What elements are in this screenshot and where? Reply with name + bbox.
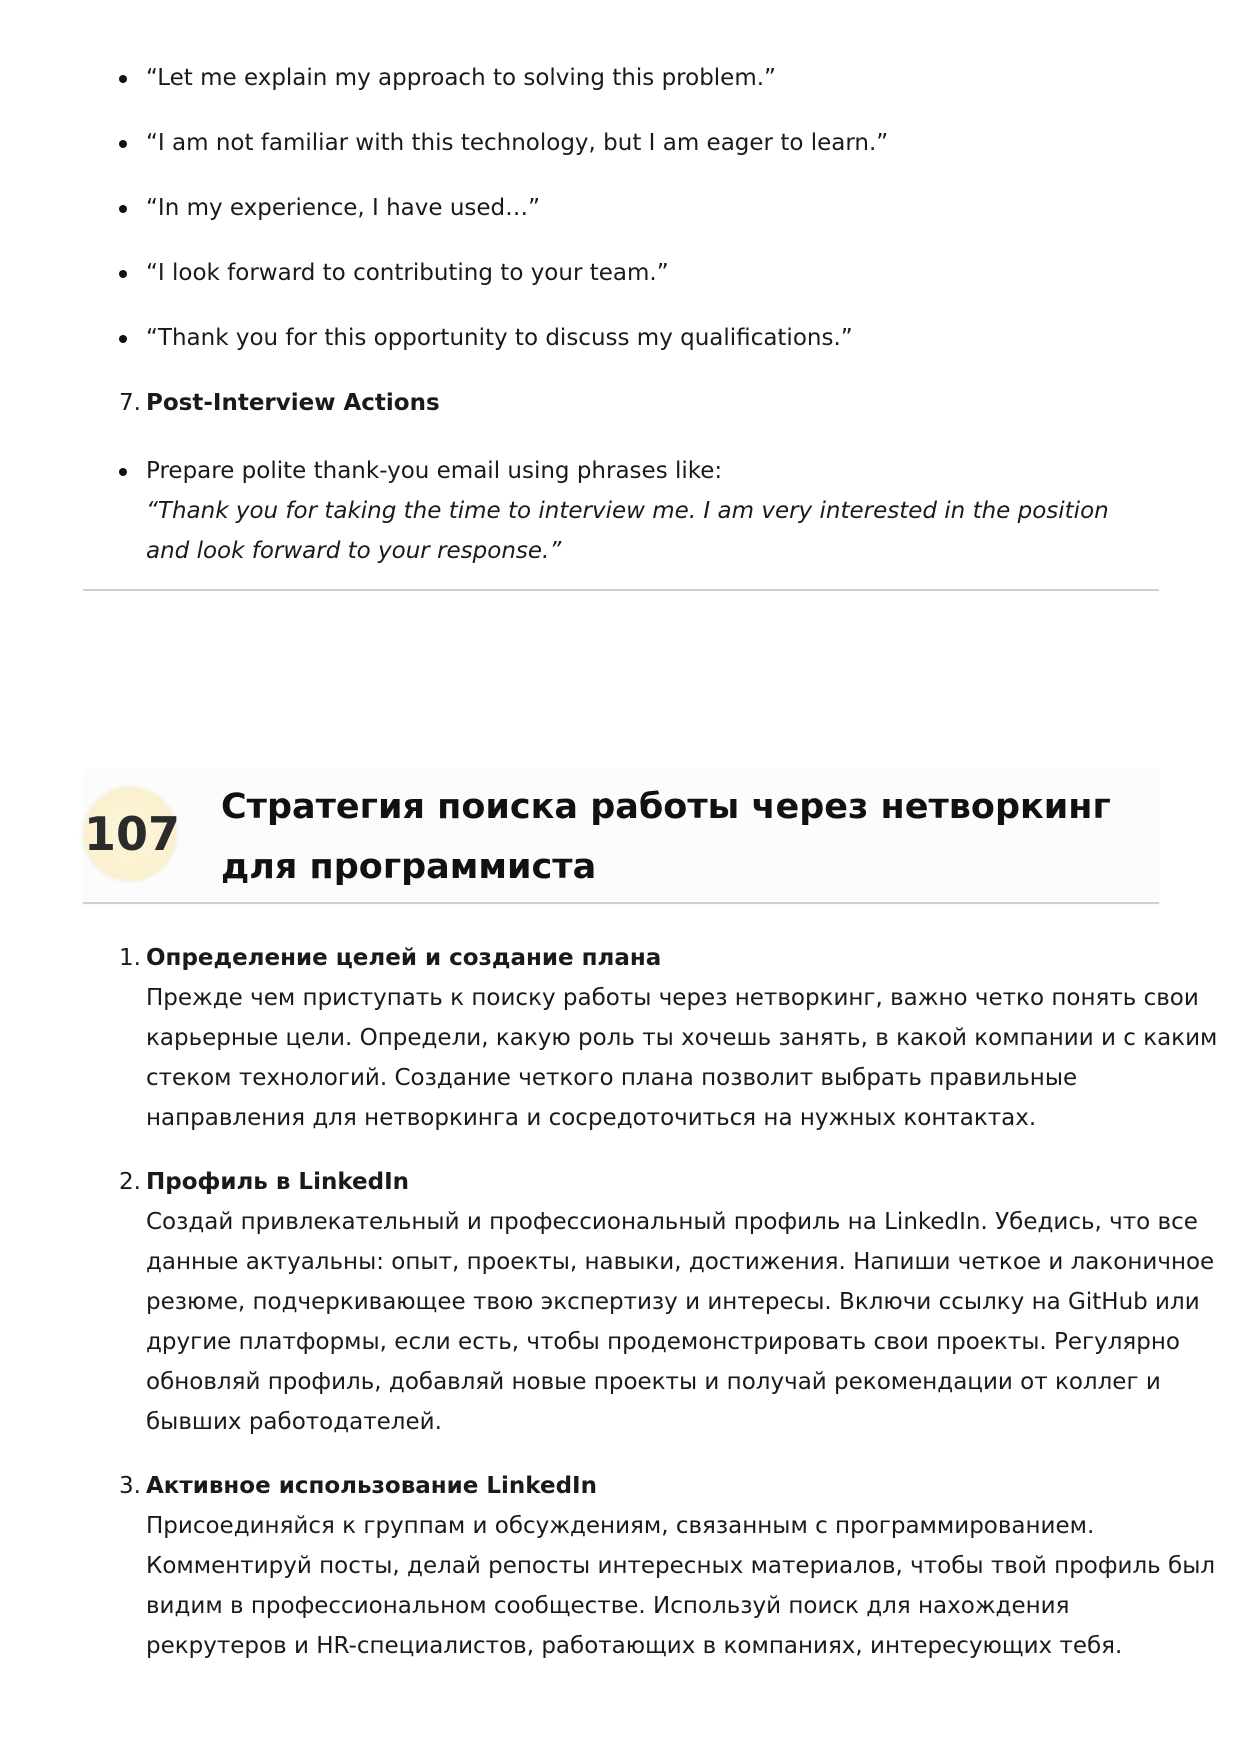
item-heading <box>119 1162 1164 1202</box>
list-item: “In my experience, I have used…” <box>146 188 1146 228</box>
item-title: Профиль в LinkedIn <box>146 1169 409 1195</box>
item-body <box>146 1506 1216 1666</box>
body-line: направления для нетворкинга и сосредоточиться на нужных контактах. <box>146 1105 1037 1131</box>
body-line: обновляй профиль, добавляй новые проекты и получай рекомендации от коллег и <box>146 1369 1161 1395</box>
divider <box>83 589 1159 591</box>
item-title: Активное использование LinkedIn <box>146 1473 597 1499</box>
section-title: Стратегия поиска работы через нетворкинг для программиста <box>221 787 1111 887</box>
body-line: другие платформы, если есть, чтобы продемонстрировать свои проекты. Регулярно <box>146 1329 1180 1355</box>
list-number: 1. <box>119 945 141 971</box>
body-line: видим в профессиональном сообществе. Используй поиск для нахождения <box>146 1593 1070 1619</box>
body-line: Присоединяйся к группам и обсуждениям, связанным с программированием. <box>146 1513 1095 1539</box>
numbered-item <box>119 938 1218 1138</box>
list-number: 3. <box>119 1473 141 1499</box>
body-line: карьерные цели. Определи, какую роль ты хочешь занять, в какой компании и с каким <box>146 1025 1218 1051</box>
body-line: Прежде чем приступать к поиску работы через нетворкинг, важно четко понять свои <box>146 985 1199 1011</box>
body-line: данные актуальны: опыт, проекты, навыки, достижения. Напиши четкое и лаконичное <box>146 1249 1215 1275</box>
list-item: “I am not familiar with this technology, but I am eager to learn.” <box>146 123 1146 163</box>
list-item: “I look forward to contributing to your team.” <box>146 253 1146 293</box>
body-line: рекрутеров и HR-специалистов, работающих в компаниях, интересующих тебя. <box>146 1633 1123 1659</box>
item-title: Определение целей и создание плана <box>146 945 662 971</box>
post-interview-title: Post-Interview Actions <box>146 390 440 416</box>
section-number-badge: 107 <box>84 788 176 880</box>
list-number: 7. <box>119 390 141 416</box>
item-heading <box>119 1466 1164 1506</box>
item-body <box>146 1202 1215 1442</box>
bullet-text: Prepare polite thank-you email using phrases like: <box>146 458 723 484</box>
list-item: “Let me explain my approach to solving this problem.” <box>146 58 1146 98</box>
post-interview-list <box>146 451 1156 571</box>
section-header <box>83 768 1159 904</box>
list-item <box>146 451 1156 571</box>
item-body <box>146 978 1218 1138</box>
item-heading <box>119 938 1164 978</box>
body-line: Создай привлекательный и профессиональный профиль на LinkedIn. Убедись, что все <box>146 1209 1198 1235</box>
numbered-item <box>119 1162 1215 1442</box>
phrases-list <box>146 58 1146 383</box>
body-line: бывших работодателей. <box>146 1409 442 1435</box>
post-interview-heading <box>119 383 440 423</box>
body-line: Комментируй посты, делай репосты интересных материалов, чтобы твой профиль был <box>146 1553 1216 1579</box>
body-line: резюме, подчеркивающее твою экспертизу и интересы. Включи ссылку на GitHub или <box>146 1289 1200 1315</box>
numbered-item <box>119 1466 1216 1666</box>
email-quote: “Thank you for taking the time to interview me. I am very interested in the position and look forward to your response.” <box>146 498 1109 564</box>
list-item: “Thank you for this opportunity to discuss my qualifications.” <box>146 318 1146 358</box>
list-number: 2. <box>119 1169 141 1195</box>
body-line: стеком технологий. Создание четкого плана позволит выбрать правильные <box>146 1065 1078 1091</box>
